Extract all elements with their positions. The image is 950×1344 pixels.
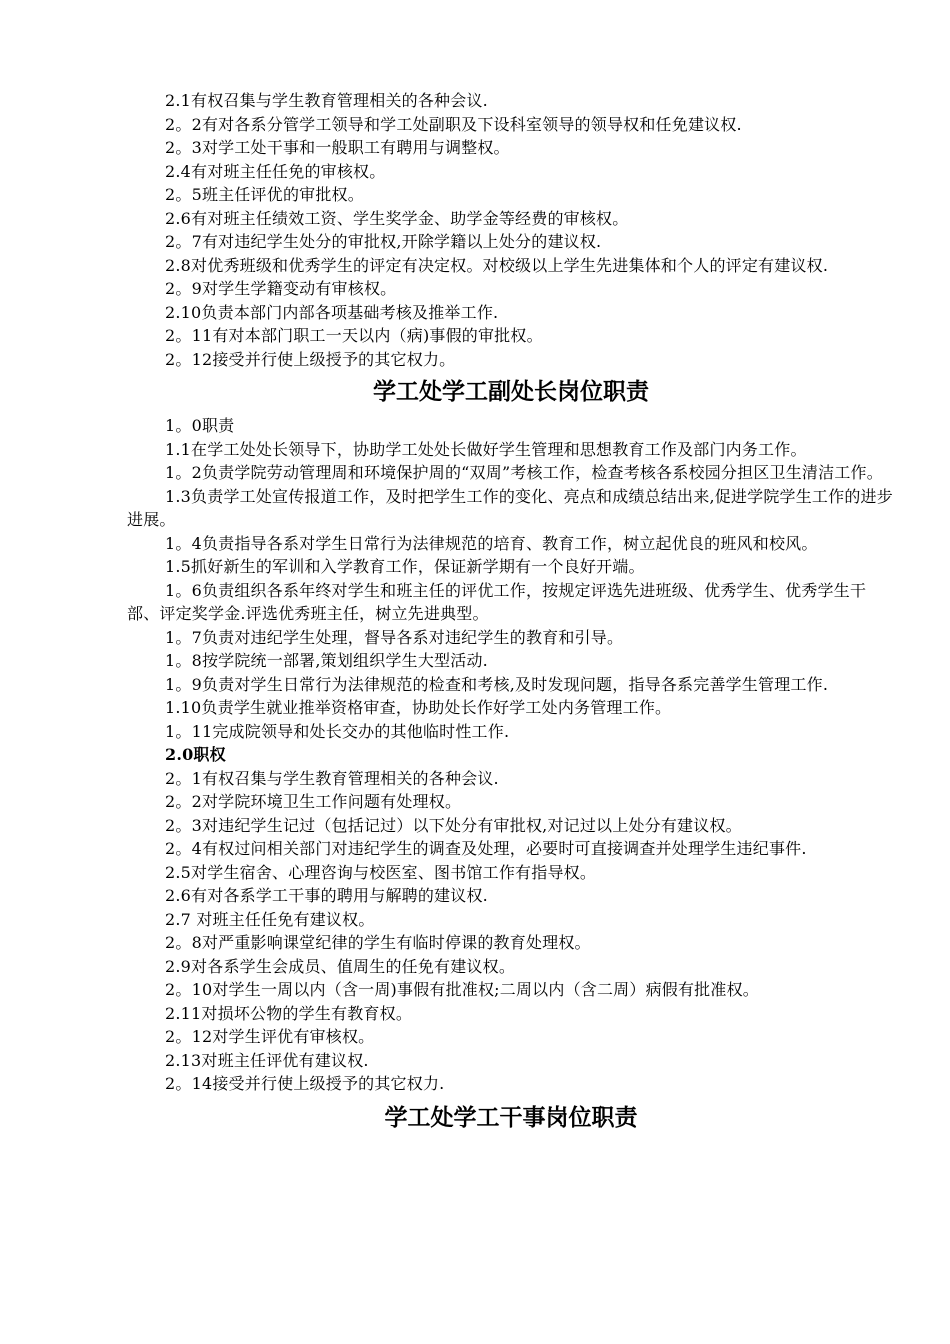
section-c-list	[127, 767, 895, 1096]
list-item: 2。14接受并行使上级授予的其它权力.	[165, 1074, 445, 1093]
section-c-title: 2.0职权	[165, 745, 226, 764]
list-item: 1.1在学工处处长领导下，协助学工处处长做好学生管理和思想教育工作及部门内务工作。	[165, 439, 807, 459]
list-item: 2。4有权过问相关部门对违纪学生的调查及处理，必要时可直接调查并处理学生违纪事件.	[165, 839, 807, 858]
list-item: 2。9对学生学籍变动有审核权。	[165, 279, 397, 298]
list-item: 2.6有对班主任绩效工资、学生奖学金、助学金等经费的审核权。	[165, 208, 629, 228]
list-item: 2。5班主任评优的审批权。	[165, 185, 364, 204]
list-item: 1.10负责学生就业推举资格审查，协助处长作好学工处内务管理工作。	[165, 698, 672, 717]
heading-deputy-director: 学工处学工副处长岗位职责	[373, 379, 649, 405]
list-item: 2.9对各系学生会成员、值周生的任免有建议权。	[165, 956, 516, 976]
list-item: 2。7有对违纪学生处分的审批权,开除学籍以上处分的建议权.	[165, 232, 602, 251]
list-item: 1。4负责指导各系对学生日常行为法律规范的培育、教育工作，树立起优良的班风和校风。	[165, 533, 818, 553]
list-item: 2.11对损坏公物的学生有教育权。	[165, 1003, 413, 1023]
list-item: 1。11完成院领导和处长交办的其他临时性工作.	[165, 721, 510, 741]
list-item: 2.13对班主任评优有建议权.	[165, 1050, 369, 1070]
list-item: 2.5对学生宿舍、心理咨询与校医室、图书馆工作有指导权。	[165, 862, 597, 882]
list-item: 2。12接受并行使上级授予的其它权力。	[165, 349, 456, 369]
section-a-list	[127, 89, 895, 371]
list-item: 1。7负责对违纪学生处理，督导各系对违纪学生的教育和引导。	[165, 627, 624, 647]
list-item: 2。10对学生一周以内（含一周)事假有批准权;二周以内（含二周）病假有批准权。	[165, 980, 759, 999]
list-item: 2.10负责本部门内部各项基础考核及推举工作.	[165, 302, 499, 322]
list-item: 2。11有对本部门职工一天以内（病)事假的审批权。	[165, 326, 543, 345]
list-item: 2.7 对班主任任免有建议权。	[165, 909, 375, 929]
heading-staff: 学工处学工干事岗位职责	[384, 1104, 638, 1131]
list-item: 1.3负责学工处宣传报道工作，及时把学生工作的变化、亮点和成绩总结出来,促进学院学生工作的进步进展。	[127, 486, 893, 529]
list-item: 2.8对优秀班级和优秀学生的评定有决定权。对校级以上学生先进集体和个人的评定有建议权.	[165, 255, 829, 275]
list-item: 1。2负责学院劳动管理周和环境保护周的“双周”考核工作，检查考核各系校园分担区卫生清洁工作。	[165, 463, 883, 482]
list-item: 2.6有对各系学工干事的聘用与解聘的建议权.	[165, 886, 488, 905]
list-item: 1。9负责对学生日常行为法律规范的检查和考核,及时发现问题，指导各系完善学生管理工作.	[165, 674, 829, 694]
list-item: 2.1有权召集与学生教育管理相关的各种会议.	[165, 91, 488, 110]
list-item: 2。3对学工处干事和一般职工有聘用与调整权。	[165, 138, 510, 157]
list-item: 2。1有权召集与学生教育管理相关的各种会议.	[165, 768, 499, 788]
section-b-list	[127, 414, 895, 743]
list-item: 1.5抓好新生的军训和入学教育工作，保证新学期有一个良好开端。	[165, 557, 645, 576]
list-item: 2。2对学院环境卫生工作问题有处理权。	[165, 792, 462, 811]
list-item: 1。6负责组织各系年终对学生和班主任的评优工作，按规定评选先进班级、优秀学生、优秀学生干部、评定奖学金.评选优秀班主任，树立先进典型。	[127, 580, 867, 623]
list-item: 2。3对违纪学生记过（包括记过）以下处分有审批权,对记过以上处分有建议权。	[165, 815, 742, 835]
list-item: 1。8按学院统一部署,策划组织学生大型活动.	[165, 651, 488, 670]
list-item: 2。12对学生评优有审核权。	[165, 1027, 375, 1046]
list-item: 2.4有对班主任任免的审核权。	[165, 161, 386, 181]
document-content	[127, 89, 895, 1140]
list-item: 2。8对严重影响课堂纪律的学生有临时停课的教育处理权。	[165, 933, 591, 952]
list-item: 2。2有对各系分管学工领导和学工处副职及下设科室领导的领导权和任免建议权.	[165, 114, 742, 134]
list-item: 1。0职责	[165, 416, 235, 435]
